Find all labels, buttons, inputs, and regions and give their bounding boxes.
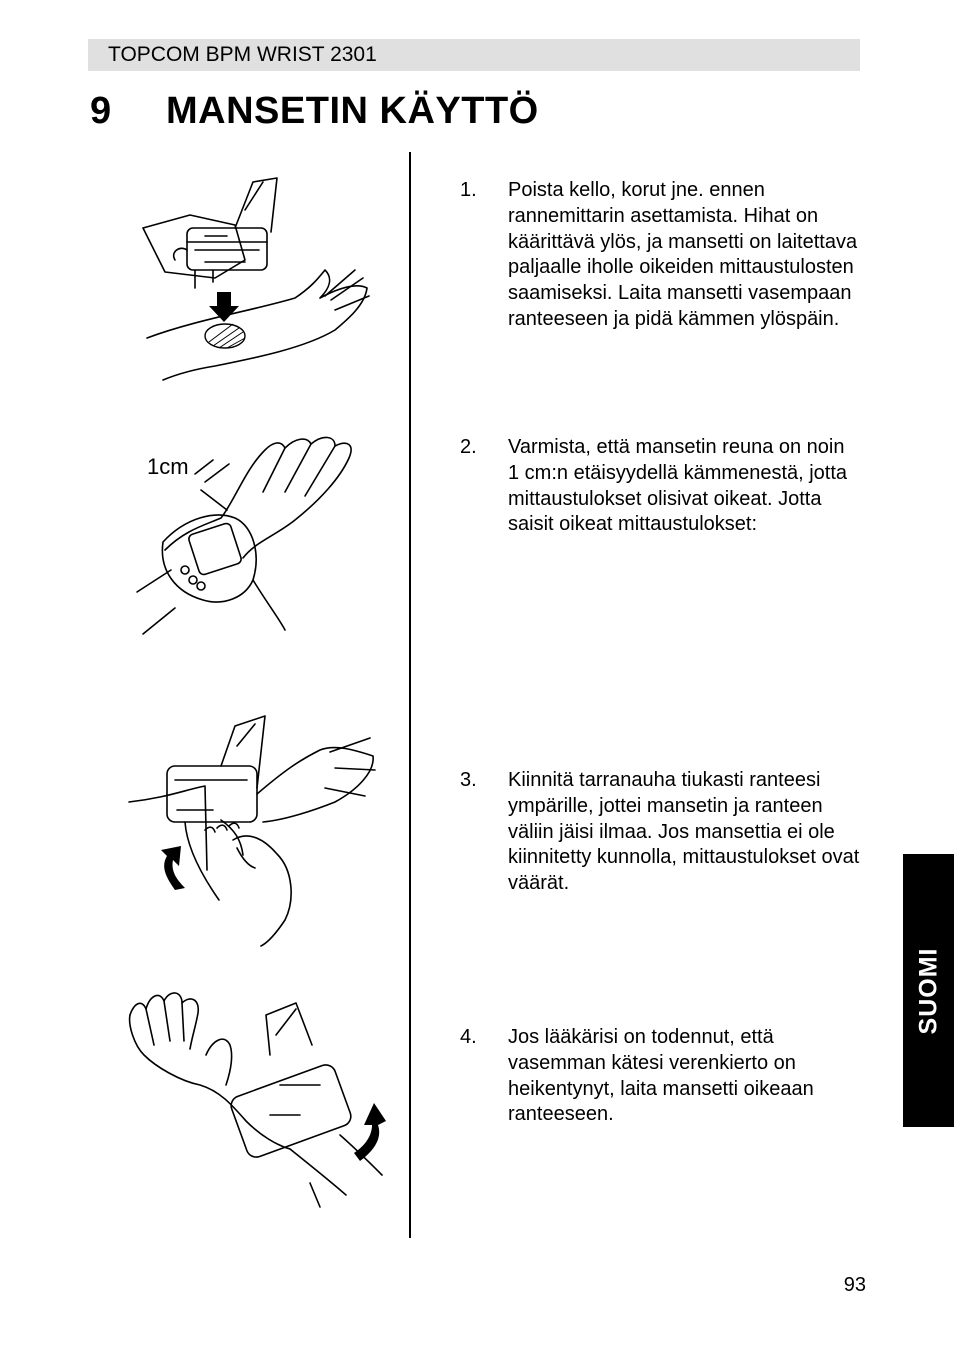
step-number: 4. <box>460 1026 477 1048</box>
language-tab-label: SUOMI <box>914 947 942 1034</box>
illustration-fasten-strap <box>125 710 385 950</box>
step-text: Varmista, että mansetin reuna on noin 1 cm:n etäisyydellä kämmenestä, jotta mittaustulokset olisivat oikeat. Jotta saisit oikeat mittaustulokset: <box>508 436 848 536</box>
illustration-cuff-distance <box>135 430 375 640</box>
step-text: Poista kello, korut jne. ennen rannemittarin asettamista. Hihat on käärittävä ylös, ja mansetti on laitettava paljaalle iholle oikeiden mittaustulosten saamiseksi. Laita mansetti vasempaan ranteeseen ja pidä kämmen ylöspäin. <box>508 179 858 330</box>
step-4 <box>460 1025 860 1128</box>
step-number: 3. <box>460 769 477 791</box>
illustration-right-wrist <box>120 985 395 1210</box>
chapter-title: MANSETIN KÄYTTÖ <box>166 90 539 132</box>
measure-label: 1cm <box>147 454 189 479</box>
step-text: Kiinnitä tarranauha tiukasti ranteesi ympärille, jottei mansetin ja ranteen väliin jäisi ilmaa. Jos mansettia ei ole kiinnitetty kunnolla, mittaustulokset ovat väärät. <box>508 769 860 895</box>
step-3 <box>460 768 860 897</box>
step-number: 1. <box>460 179 477 201</box>
step-1 <box>460 178 860 333</box>
column-divider <box>409 152 411 1238</box>
step-number: 2. <box>460 436 477 458</box>
step-2 <box>460 435 860 538</box>
header-product-name: TOPCOM BPM WRIST 2301 <box>108 43 377 66</box>
page-number: 93 <box>843 1274 866 1296</box>
language-tab <box>903 854 954 1127</box>
chapter-number: 9 <box>90 90 112 132</box>
step-text: Jos lääkärisi on todennut, että vasemman kätesi verenkierto on heikentynyt, laita mansetti oikeaan ranteeseen. <box>508 1026 814 1126</box>
illustration-cuff-placement <box>135 170 375 385</box>
header-bar <box>88 39 860 71</box>
